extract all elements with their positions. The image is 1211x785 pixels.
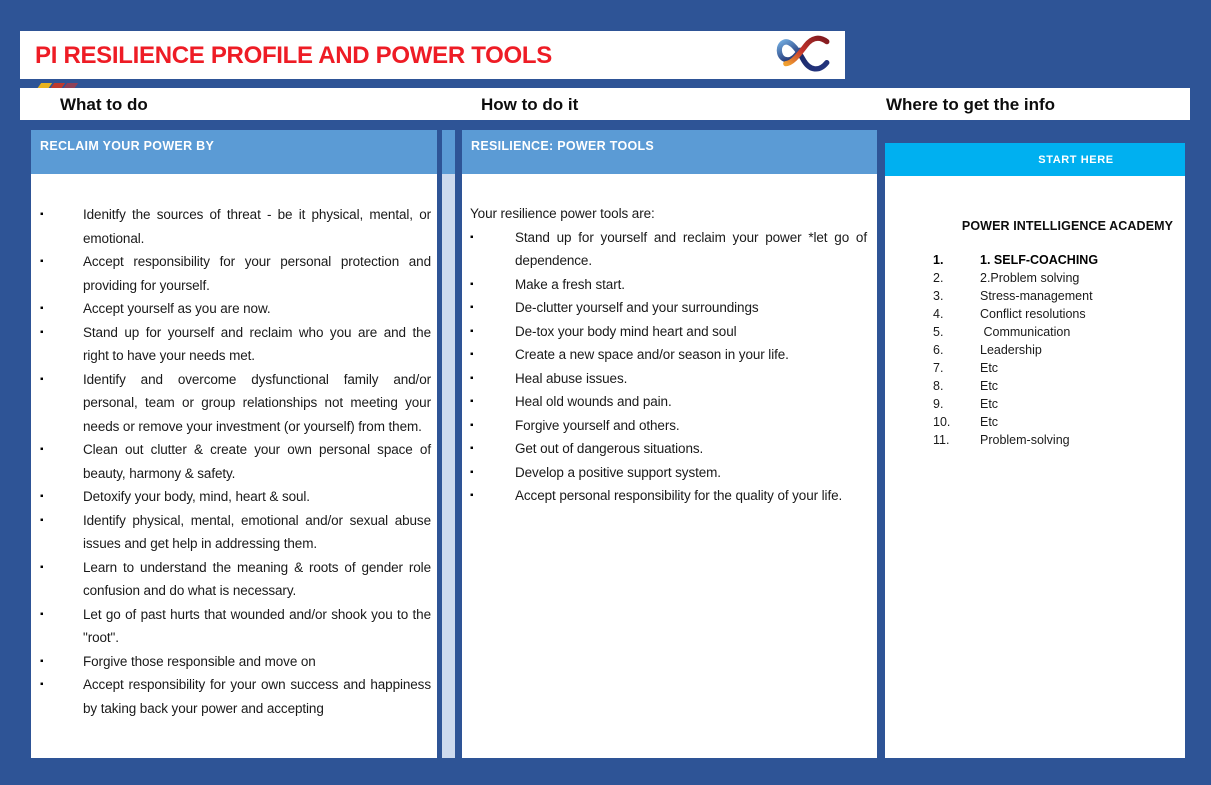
bullet-list-item [462, 390, 867, 414]
bullet-list-item [462, 367, 867, 391]
column-header-bar [20, 88, 1190, 120]
bullet-text: Develop a positive support system. [515, 464, 721, 480]
middle-panel-intro: Your resilience power tools are: [470, 206, 655, 221]
list-item-label: 1. SELF-COACHING [980, 253, 1099, 267]
title-bar [20, 31, 845, 79]
bullet-text: Accept responsibility for your personal protection and providing for yourself. [83, 254, 431, 293]
bullet-list-item [31, 650, 431, 674]
bullet-list-item [462, 437, 867, 461]
bullet-text: Identify and overcome dysfunctional family and/or personal, team or group relationships not meeting your needs or remove your investment (or yourself) from them. [83, 371, 431, 434]
middle-panel-body [462, 174, 877, 758]
column-header-how-to-do-it: How to do it [481, 95, 579, 114]
numbered-list-item [885, 413, 1185, 431]
list-item-number: 7. [933, 361, 944, 375]
bullet-text: Clean out clutter & create your own personal space of beauty, harmony & safety. [83, 442, 431, 481]
bullet-list-item [462, 461, 867, 485]
list-item-label: Etc [980, 379, 999, 393]
bullet-text: Let go of past hurts that wounded and/or shook you to the "root". [83, 606, 431, 645]
square-bullet-icon: ▪ [470, 396, 474, 407]
list-item-label: 2.Problem solving [980, 271, 1080, 285]
bullet-list-item [31, 603, 431, 650]
list-item-label: Conflict resolutions [980, 307, 1086, 321]
bullet-list-item [462, 320, 867, 344]
bullet-text: Forgive yourself and others. [515, 417, 680, 433]
list-item-label: Stress-management [980, 289, 1093, 303]
numbered-list-item [885, 377, 1185, 395]
bullet-text: Accept personal responsibility for the quality of your life. [515, 488, 843, 503]
square-bullet-icon: ▪ [470, 278, 474, 290]
square-bullet-icon: ▪ [470, 302, 474, 313]
square-bullet-icon: ▪ [40, 326, 44, 338]
spacer-header-cell [442, 130, 455, 174]
column-header-where-to-get-info: Where to get the info [886, 95, 1056, 114]
spacer-column [442, 174, 455, 758]
academy-title: POWER INTELLIGENCE ACADEMY [961, 219, 1174, 233]
bullet-list-item [462, 343, 867, 367]
bullet-list-item [462, 296, 867, 320]
bullet-list-item [462, 273, 867, 297]
list-item-number: 5. [933, 325, 944, 339]
square-bullet-icon: ▪ [470, 419, 474, 431]
bullet-text: Make a fresh start. [515, 276, 625, 292]
bullet-text: Heal abuse issues. [515, 370, 628, 386]
bullet-text: Get out of dangerous situations. [515, 441, 704, 456]
bullet-text: Heal old wounds and pain. [515, 394, 672, 409]
bullet-text: Forgive those responsible and move on [83, 653, 316, 669]
right-panel [885, 143, 1185, 758]
bullet-text: Stand up for yourself and reclaim your power *let go of dependence. [515, 229, 867, 268]
square-bullet-icon: ▪ [40, 209, 44, 220]
bullet-text: De-clutter yourself and your surroundings [515, 300, 759, 315]
decorative-stripes-icon [38, 79, 77, 88]
square-bullet-icon: ▪ [470, 372, 474, 384]
bullet-text: Create a new space and/or season in your life. [515, 347, 789, 362]
numbered-list-item [885, 287, 1185, 305]
square-bullet-icon: ▪ [40, 491, 44, 502]
bullet-list-item [31, 368, 431, 439]
list-item-number: 1. [933, 253, 944, 267]
bullet-list-item [31, 203, 431, 250]
square-bullet-icon: ▪ [470, 443, 474, 454]
square-bullet-icon: ▪ [40, 303, 44, 314]
list-item-number: 11. [933, 433, 950, 447]
square-bullet-icon: ▪ [40, 514, 44, 526]
right-panel-body [885, 176, 1185, 758]
numbered-list-item [885, 305, 1185, 323]
left-panel-header: RECLAIM YOUR POWER BY [31, 130, 437, 174]
square-bullet-icon: ▪ [40, 561, 44, 573]
bullet-text: Detoxify your body, mind, heart & soul. [83, 489, 310, 504]
bullet-text: Stand up for yourself and reclaim who you are and the right to have your needs met. [83, 324, 431, 363]
numbered-list-item [885, 359, 1185, 377]
square-bullet-icon: ▪ [40, 444, 44, 455]
list-item-label: Communication [980, 325, 1071, 339]
square-bullet-icon: ▪ [40, 256, 44, 267]
list-item-number: 6. [933, 343, 944, 357]
numbered-list-item [885, 341, 1185, 359]
bullet-list-item [31, 321, 431, 368]
list-item-label: Etc [980, 361, 999, 375]
bullet-text: Identify physical, mental, emotional and/or sexual abuse issues and get help in addressing them. [83, 512, 431, 551]
middle-panel-header: RESILIENCE: POWER TOOLS [462, 130, 877, 174]
numbered-list-item [885, 251, 1185, 269]
bullet-text: Idenitfy the sources of threat - be it physical, mental, or emotional. [83, 207, 431, 246]
column-header-what-to-do: What to do [60, 95, 148, 114]
bullet-list-item [462, 484, 867, 508]
list-item-number: 2. [933, 271, 944, 285]
bullet-list-item [31, 673, 431, 720]
list-item-number: 9. [933, 397, 944, 411]
main-table [31, 130, 877, 758]
numbered-list-item [885, 323, 1185, 341]
numbered-list-item [885, 269, 1185, 287]
square-bullet-icon: ▪ [40, 608, 44, 620]
list-item-number: 4. [933, 307, 944, 321]
square-bullet-icon: ▪ [470, 231, 474, 243]
list-item-number: 8. [933, 379, 944, 393]
square-bullet-icon: ▪ [40, 679, 44, 690]
bullet-text: Learn to understand the meaning & roots of gender role confusion and do what is necessary. [83, 559, 431, 598]
square-bullet-icon: ▪ [470, 325, 474, 337]
start-here-banner: START HERE [885, 143, 1185, 176]
list-item-number: 10. [933, 415, 951, 429]
numbered-list-item [885, 431, 1185, 449]
page-title: PI RESILIENCE PROFILE AND POWER TOOLS [35, 42, 552, 69]
list-item-label: Leadership [980, 343, 1042, 357]
bullet-list-item [31, 438, 431, 485]
bullet-list-item [462, 226, 867, 273]
bullet-text: De-tox your body mind heart and soul [515, 323, 737, 339]
numbered-list [885, 251, 1185, 449]
bullet-list-item [31, 297, 431, 321]
alpha-ribbon-logo-icon [773, 34, 831, 76]
list-item-number: 3. [933, 289, 944, 303]
bullet-list-item [462, 414, 867, 438]
list-item-label: Etc [980, 415, 999, 429]
numbered-list-item [885, 395, 1185, 413]
bullet-text: Accept responsibility for your own success and happiness by taking back your power and accepting [83, 677, 431, 716]
left-panel-body [31, 174, 437, 758]
square-bullet-icon: ▪ [470, 349, 474, 360]
bullet-text: Accept yourself as you are now. [83, 301, 271, 316]
bullet-list-item [31, 250, 431, 297]
bullet-list-item [31, 509, 431, 556]
square-bullet-icon: ▪ [40, 373, 44, 385]
square-bullet-icon: ▪ [40, 655, 44, 667]
list-item-label: Etc [980, 397, 999, 411]
square-bullet-icon: ▪ [470, 466, 474, 478]
list-item-label: Problem-solving [980, 433, 1070, 447]
square-bullet-icon: ▪ [470, 490, 474, 501]
bullet-list-item [31, 556, 431, 603]
bullet-list-item [31, 485, 431, 509]
